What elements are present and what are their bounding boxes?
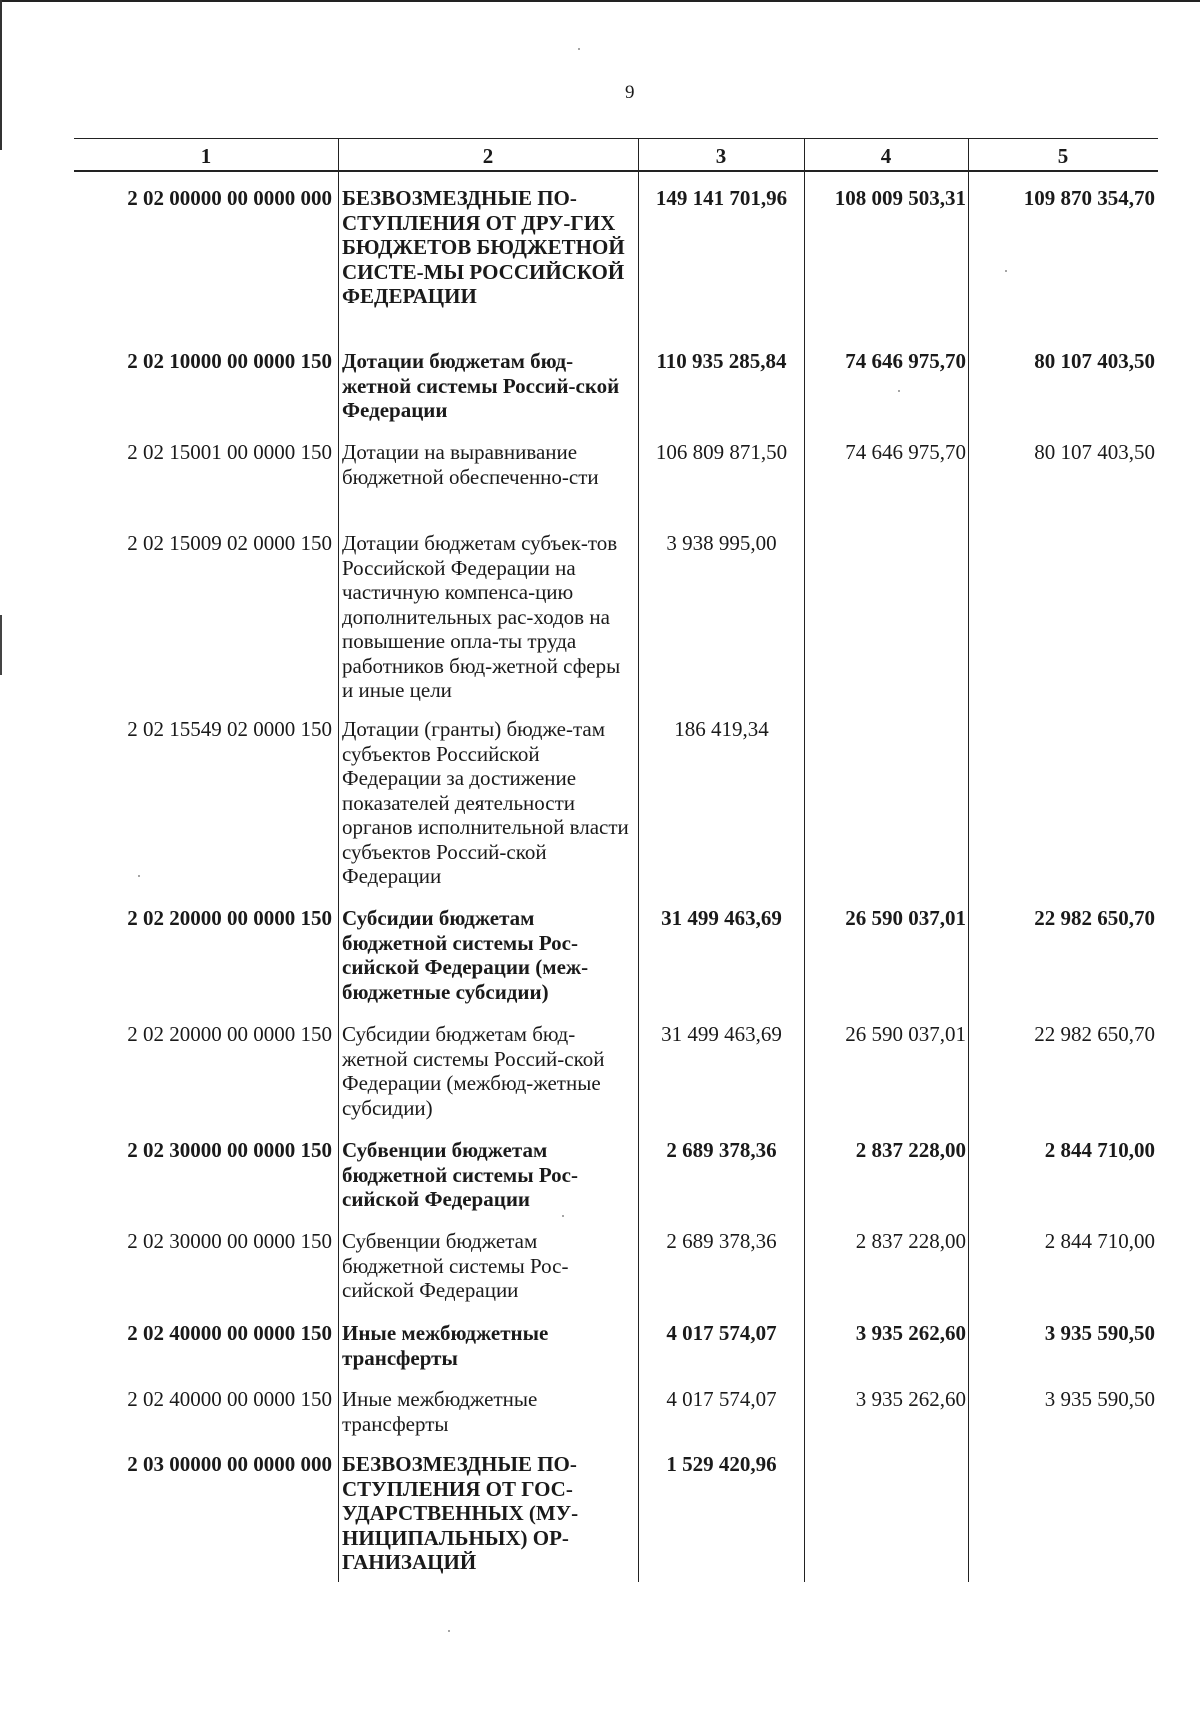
item-name: Дотации бюджетам субъек-тов Российской Федерации на частичную компенса-цию дополнительных рас-ходов на повышение опла-ты труда работников бюд-жетной сферы и иные цели [342, 531, 621, 702]
budget-code: 2 02 40000 00 0000 150 [127, 1321, 332, 1345]
budget-code: 2 02 30000 00 0000 150 [127, 1138, 332, 1162]
budget-code: 2 02 15549 02 0000 150 [127, 717, 332, 741]
item-name: Субсидии бюджетам бюд-жетной системы Россий-ской Федерации (межбюд-жетные субсидии) [342, 1022, 605, 1120]
value-col4: 3 935 262,60 [855, 1387, 966, 1411]
value-col4: 2 837 228,00 [855, 1138, 966, 1162]
item-name: Субсидии бюджетам бюджетной системы Рос-сийской Федерации (меж-бюджетные субсидии) [342, 906, 589, 1004]
value-col3: 110 935 285,84 [656, 349, 787, 373]
column-divider [968, 138, 969, 1582]
value-col3: 1 529 420,96 [666, 1452, 777, 1476]
item-name: Дотации (гранты) бюдже-там субъектов Российской Федерации за достижение показателей деятельности органов исполнительной власти субъектов Россий-ской Федерации [342, 717, 629, 888]
column-header: 3 [715, 144, 727, 168]
value-col3: 3 938 995,00 [666, 531, 777, 555]
budget-code: 2 02 20000 00 0000 150 [127, 1022, 332, 1046]
value-col3: 2 689 378,36 [666, 1138, 777, 1162]
scan-speck [562, 1215, 564, 1217]
value-col5: 3 935 590,50 [1044, 1387, 1155, 1411]
budget-code: 2 02 10000 00 0000 150 [127, 349, 332, 373]
column-header: 2 [482, 144, 494, 168]
value-col4: 108 009 503,31 [834, 186, 966, 210]
scan-edge-left [0, 615, 2, 675]
scan-edge-left [0, 0, 2, 150]
budget-code: 2 03 00000 00 0000 000 [127, 1452, 332, 1476]
column-header: 1 [200, 144, 212, 168]
value-col3: 4 017 574,07 [666, 1387, 777, 1411]
scan-speck [448, 1630, 450, 1632]
budget-code: 2 02 20000 00 0000 150 [127, 906, 332, 930]
value-col5: 22 982 650,70 [1034, 906, 1155, 930]
budget-code: 2 02 30000 00 0000 150 [127, 1229, 332, 1253]
scan-speck [578, 48, 580, 50]
column-divider [638, 138, 639, 1582]
budget-code: 2 02 00000 00 0000 000 [127, 186, 332, 210]
item-name: Дотации бюджетам бюд-жетной системы Россий-ской Федерации [342, 349, 620, 422]
value-col4: 74 646 975,70 [845, 440, 966, 464]
item-name: Дотации на выравнивание бюджетной обеспеченно-сти [342, 440, 599, 489]
value-col5: 80 107 403,50 [1034, 349, 1155, 373]
scan-speck [138, 875, 140, 877]
value-col5: 80 107 403,50 [1034, 440, 1155, 464]
item-name: Субвенции бюджетам бюджетной системы Рос-сийской Федерации [342, 1229, 569, 1302]
value-col3: 4 017 574,07 [666, 1321, 777, 1345]
item-name: Субвенции бюджетам бюджетной системы Рос-сийской Федерации [342, 1138, 578, 1211]
budget-code: 2 02 15009 02 0000 150 [127, 531, 332, 555]
item-name: БЕЗВОЗМЕЗДНЫЕ ПО-СТУПЛЕНИЯ ОТ ДРУ-ГИХ БЮДЖЕТОВ БЮДЖЕТНОЙ СИСТЕ-МЫ РОССИЙСКОЙ ФЕДЕРАЦИИ [342, 186, 625, 308]
value-col5: 22 982 650,70 [1034, 1022, 1155, 1046]
budget-code: 2 02 40000 00 0000 150 [127, 1387, 332, 1411]
column-header: 5 [1057, 144, 1069, 168]
scan-speck [898, 390, 900, 392]
value-col3: 2 689 378,36 [666, 1229, 777, 1253]
value-col5: 2 844 710,00 [1044, 1229, 1155, 1253]
table-top-border [74, 138, 1158, 139]
header-bottom-border [74, 170, 1158, 172]
item-name: Иные межбюджетные трансферты [342, 1321, 549, 1370]
scan-speck [1005, 270, 1007, 272]
value-col4: 2 837 228,00 [855, 1229, 966, 1253]
page-number: 9 [625, 82, 635, 103]
value-col4: 26 590 037,01 [845, 1022, 966, 1046]
item-name: БЕЗВОЗМЕЗДНЫЕ ПО-СТУПЛЕНИЯ ОТ ГОС-УДАРСТВЕННЫХ (МУ-НИЦИПАЛЬНЫХ) ОР-ГАНИЗАЦИЙ [342, 1452, 579, 1574]
value-col3: 106 809 871,50 [655, 440, 788, 464]
value-col5: 109 870 354,70 [1023, 186, 1155, 210]
column-divider [338, 138, 339, 1582]
value-col3: 186 419,34 [674, 717, 769, 741]
value-col4: 74 646 975,70 [845, 349, 966, 373]
value-col3: 149 141 701,96 [655, 186, 788, 210]
scan-edge-top [0, 0, 1200, 2]
value-col3: 31 499 463,69 [661, 906, 782, 930]
budget-code: 2 02 15001 00 0000 150 [127, 440, 332, 464]
item-name: Иные межбюджетные трансферты [342, 1387, 538, 1436]
column-header: 4 [880, 144, 892, 168]
value-col4: 26 590 037,01 [845, 906, 966, 930]
value-col3: 31 499 463,69 [661, 1022, 782, 1046]
value-col5: 2 844 710,00 [1044, 1138, 1155, 1162]
value-col4: 3 935 262,60 [855, 1321, 966, 1345]
value-col5: 3 935 590,50 [1044, 1321, 1155, 1345]
